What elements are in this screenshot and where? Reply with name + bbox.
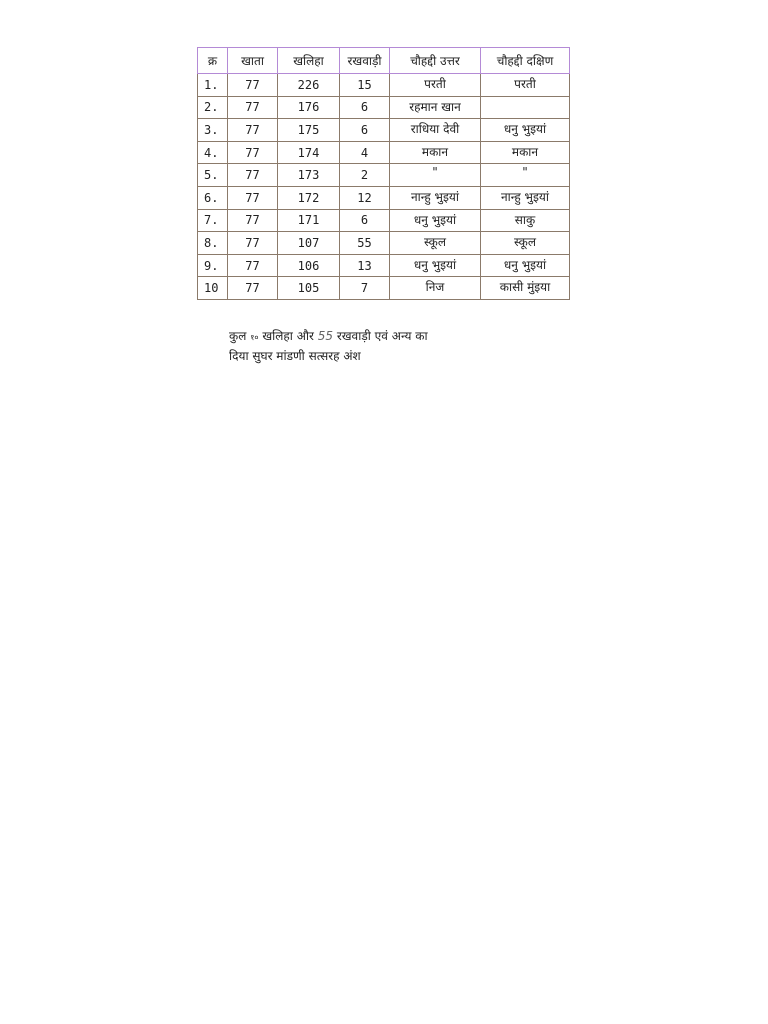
cell-boundary-south xyxy=(481,96,570,119)
cell-khata: 77 xyxy=(228,96,278,119)
cell-khaliha: 226 xyxy=(278,74,340,97)
cell-rakhwadi: 6 xyxy=(340,119,390,142)
cell-boundary-south: नान्हु भुइयां xyxy=(481,186,570,209)
cell-khaliha: 176 xyxy=(278,96,340,119)
cell-rakhwadi: 6 xyxy=(340,209,390,232)
cell-boundary-north: रहमान खान xyxy=(390,96,481,119)
cell-khaliha: 105 xyxy=(278,277,340,300)
cell-khaliha: 174 xyxy=(278,141,340,164)
cell-khaliha: 172 xyxy=(278,186,340,209)
cell-khata: 77 xyxy=(228,277,278,300)
cell-rakhwadi: 2 xyxy=(340,164,390,187)
cell-khata: 77 xyxy=(228,74,278,97)
table-row xyxy=(198,254,570,277)
summary-text-a: कुल xyxy=(229,329,247,343)
cell-rakhwadi: 6 xyxy=(340,96,390,119)
cell-khaliha: 173 xyxy=(278,164,340,187)
header-khata: खाता xyxy=(228,48,278,74)
cell-boundary-south: परती xyxy=(481,74,570,97)
table-row xyxy=(198,96,570,119)
cell-boundary-north: निज xyxy=(390,277,481,300)
cell-rakhwadi: 55 xyxy=(340,232,390,255)
cell-boundary-north: स्कूल xyxy=(390,232,481,255)
cell-boundary-south: धनु भुइयां xyxy=(481,254,570,277)
cell-boundary-south: स्कूल xyxy=(481,232,570,255)
cell-boundary-north: " xyxy=(390,164,481,187)
cell-boundary-north: परती xyxy=(390,74,481,97)
table-row xyxy=(198,141,570,164)
cell-serial: 9. xyxy=(198,254,228,277)
header-rakhwadi: रखवाड़ी xyxy=(340,48,390,74)
cell-serial: 1. xyxy=(198,74,228,97)
header-serial: क्र xyxy=(198,48,228,74)
summary-line-2: दिया सुघर मांडणी सत्सरह अंश xyxy=(229,349,361,363)
summary-text-c: रखवाड़ी एवं अन्य का xyxy=(336,329,428,343)
cell-boundary-north: नान्हु भुइयां xyxy=(390,186,481,209)
cell-khata: 77 xyxy=(228,186,278,209)
header-khaliha: खलिहा xyxy=(278,48,340,74)
cell-khata: 77 xyxy=(228,164,278,187)
cell-serial: 10 xyxy=(198,277,228,300)
cell-serial: 2. xyxy=(198,96,228,119)
header-boundary-south: चौहद्दी दक्षिण xyxy=(481,48,570,74)
summary-note xyxy=(229,327,529,365)
cell-khaliha: 107 xyxy=(278,232,340,255)
cell-boundary-north: धनु भुइयां xyxy=(390,209,481,232)
table-row xyxy=(198,74,570,97)
cell-khaliha: 171 xyxy=(278,209,340,232)
cell-boundary-south: कासी मुंइया xyxy=(481,277,570,300)
cell-khata: 77 xyxy=(228,209,278,232)
cell-khata: 77 xyxy=(228,254,278,277)
cell-khata: 77 xyxy=(228,232,278,255)
cell-boundary-south: साकु xyxy=(481,209,570,232)
cell-serial: 7. xyxy=(198,209,228,232)
cell-boundary-north: मकान xyxy=(390,141,481,164)
cell-boundary-north: धनु भुइयां xyxy=(390,254,481,277)
cell-rakhwadi: 4 xyxy=(340,141,390,164)
cell-khaliha: 175 xyxy=(278,119,340,142)
summary-line-1 xyxy=(229,327,529,347)
table-body xyxy=(198,74,570,300)
cell-boundary-south: धनु भुइयां xyxy=(481,119,570,142)
table-header-row xyxy=(198,48,570,74)
table-row xyxy=(198,164,570,187)
cell-khaliha: 106 xyxy=(278,254,340,277)
cell-serial: 4. xyxy=(198,141,228,164)
cell-boundary-north: राधिया देवी xyxy=(390,119,481,142)
cell-boundary-south: मकान xyxy=(481,141,570,164)
summary-count-2: 55 xyxy=(317,329,333,343)
cell-serial: 5. xyxy=(198,164,228,187)
cell-boundary-south: " xyxy=(481,164,570,187)
summary-count: १० xyxy=(250,333,259,342)
table-row xyxy=(198,277,570,300)
table-row xyxy=(198,209,570,232)
cell-rakhwadi: 15 xyxy=(340,74,390,97)
cell-khata: 77 xyxy=(228,119,278,142)
cell-rakhwadi: 13 xyxy=(340,254,390,277)
cell-serial: 8. xyxy=(198,232,228,255)
land-records-table xyxy=(197,47,570,300)
cell-khata: 77 xyxy=(228,141,278,164)
table-row xyxy=(198,119,570,142)
table-row xyxy=(198,232,570,255)
cell-rakhwadi: 7 xyxy=(340,277,390,300)
summary-text-b: खलिहा और xyxy=(262,329,314,343)
cell-rakhwadi: 12 xyxy=(340,186,390,209)
cell-serial: 3. xyxy=(198,119,228,142)
cell-serial: 6. xyxy=(198,186,228,209)
table-row xyxy=(198,186,570,209)
header-boundary-north: चौहद्दी उत्तर xyxy=(390,48,481,74)
